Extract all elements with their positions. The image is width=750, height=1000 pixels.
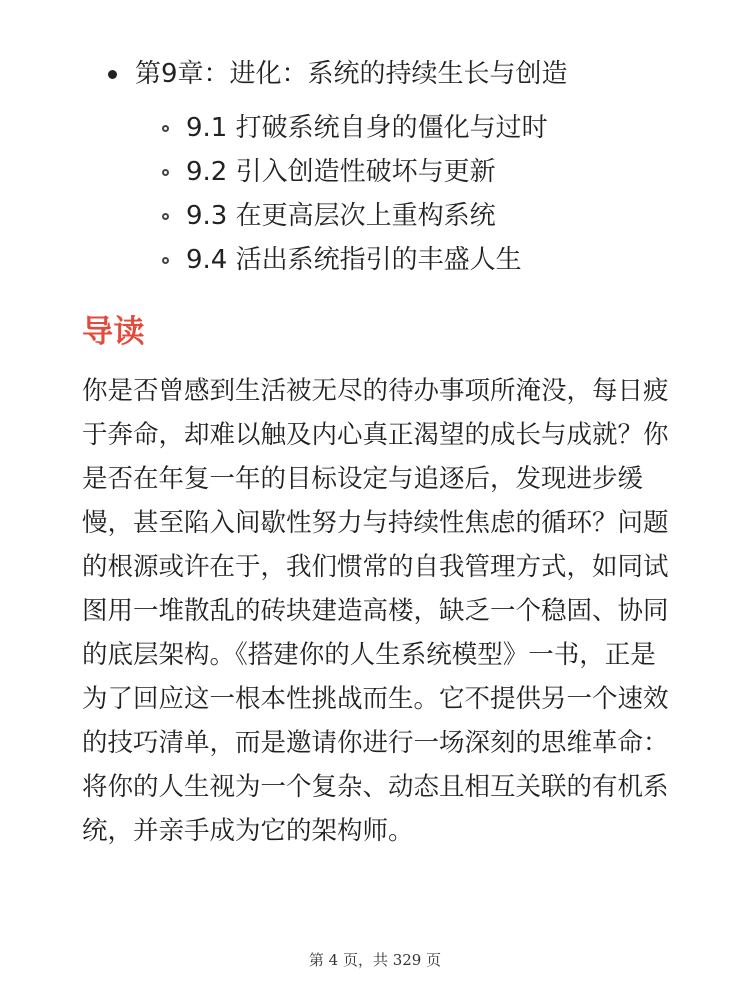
section-label: 9.1 打破系统自身的僵化与过时 — [186, 113, 548, 143]
intro-paragraph: 你是否曾感到生活被无尽的待办事项所淹没，每日疲于奔命，却难以触及内心真正渴望的成长与成就？你是否在年复一年的目标设定与追逐后，发现进步缓慢，甚至陷入间歇性努力与持续性焦虑的循环？问题的根源或许在于，我们惯常的自我管理方式，如同试图用一堆散乱的砖块建造高楼，缺乏一个稳固、协同的底层架构。《搭建你的人生系统模型》一书，正是为了回应这一根本性挑战而生。它不提供另一个速效的技巧清单，而是邀请你进行一场深刻的思维革命：将你的人生视为一个复杂、动态且相互关联的有机系统，并亲手成为它的架构师。 — [82, 376, 669, 846]
section-label: 9.3 在更高层次上重构系统 — [186, 201, 496, 231]
section-list-item — [162, 106, 682, 150]
section-list — [162, 106, 682, 282]
chapter-title: 第9章：进化：系统的持续生长与创造 — [135, 59, 568, 89]
bullet-circle-icon — [162, 169, 169, 176]
page-number-footer: 第 4 页，共 329 页 — [308, 951, 442, 969]
bullet-circle-icon — [162, 257, 169, 264]
section-list-item — [162, 150, 682, 194]
bullet-disc-icon — [108, 70, 117, 79]
section-list-item — [162, 194, 682, 238]
section-label: 9.4 活出系统指引的丰盛人生 — [186, 245, 522, 275]
section-label: 9.2 引入创造性破坏与更新 — [186, 157, 496, 187]
bullet-circle-icon — [162, 213, 169, 220]
intro-heading: 导读 — [82, 314, 145, 350]
section-list-item — [162, 238, 682, 282]
bullet-circle-icon — [162, 125, 169, 132]
chapter-list-item — [108, 52, 568, 96]
